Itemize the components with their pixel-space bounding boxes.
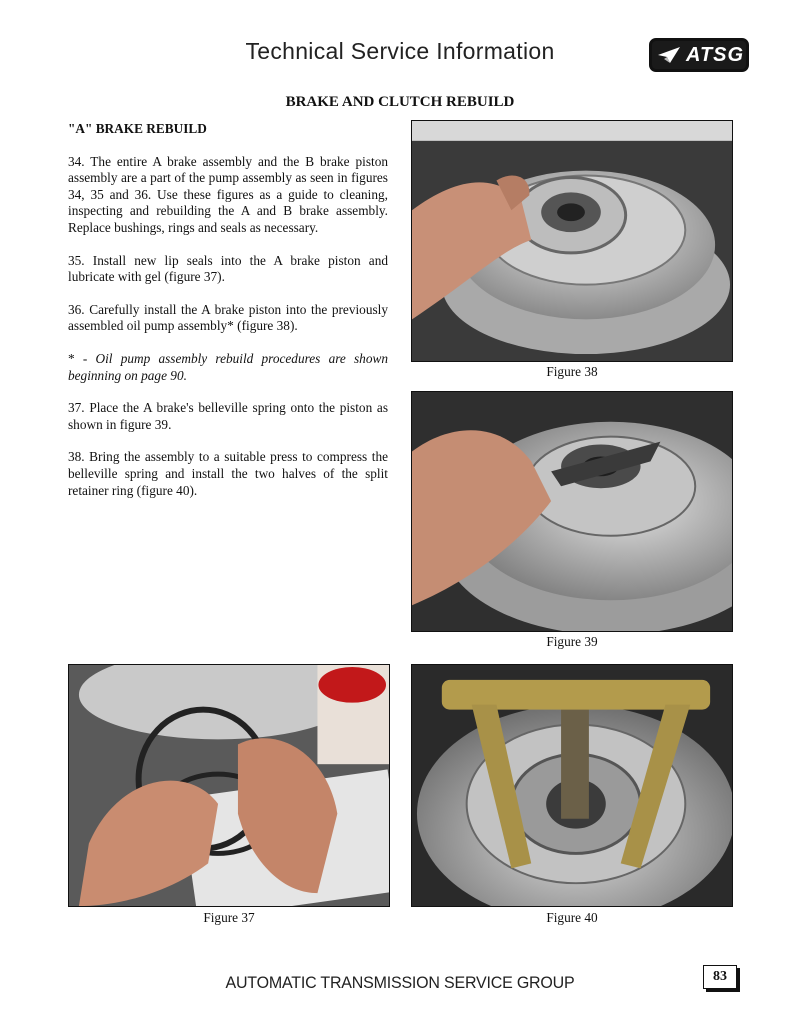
figure-39-caption: Figure 39 — [546, 634, 598, 649]
footnote — [68, 351, 388, 384]
step-36: 36. Carefully install the A brake piston into the previously assembled oil pump assembly* (figure 38). — [68, 301, 388, 334]
step-38: 38. Bring the assembly to a suitable press to compress the belleville spring and install the two halves of the split retainer ring (figure 40). — [68, 449, 388, 498]
figure-38-caption: Figure 38 — [546, 364, 598, 379]
footnote-prefix: * - — [68, 350, 96, 366]
subheading: "A" BRAKE REBUILD — [68, 121, 207, 136]
header-title: Technical Service Information — [245, 38, 555, 64]
footer-text: AUTOMATIC TRANSMISSION SERVICE GROUP — [225, 974, 575, 993]
step-34: 34. The entire A brake assembly and the B brake piston assembly are a part of the pump assembly as seen in figures 34, 35 and 36. Use these figures as a guide to cleaning, inspecting and rebuilding the A and B brake assembly. Replace bushings, rings and seals as necessary. — [68, 153, 388, 235]
atsg-logo-icon — [656, 45, 682, 65]
atsg-logo — [649, 38, 749, 72]
page-number: 83 — [703, 965, 737, 989]
figure-37-caption: Figure 37 — [203, 910, 255, 925]
section-title: BRAKE AND CLUTCH REBUILD — [285, 94, 515, 110]
figure-40-caption: Figure 40 — [546, 910, 598, 925]
figure-39-photo — [411, 391, 733, 632]
logo-text: ATSG — [686, 43, 745, 66]
step-35: 35. Install new lip seals into the A brake piston and lubricate with gel (figure 37). — [68, 252, 388, 285]
figure-38-photo — [411, 120, 733, 362]
figure-37-photo — [68, 664, 390, 907]
footnote-text: Oil pump assembly rebuild procedures are shown beginning on page 90. — [68, 350, 388, 383]
step-37: 37. Place the A brake's belleville spring onto the piston as shown in figure 39. — [68, 400, 388, 432]
figure-40-photo — [411, 664, 733, 907]
instruction-text — [68, 121, 388, 515]
